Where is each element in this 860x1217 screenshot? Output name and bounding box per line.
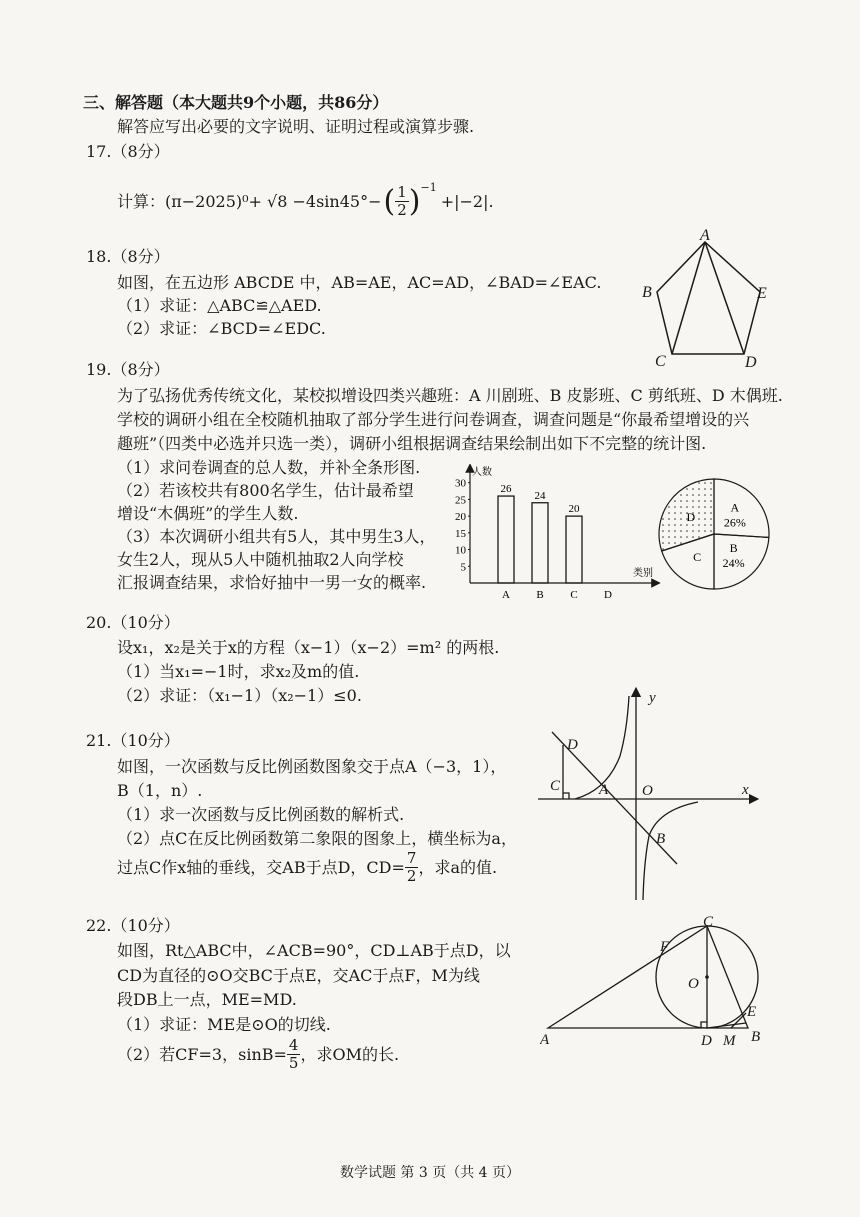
fig-point-a-label: A bbox=[540, 1032, 550, 1048]
bar-value-label: 26 bbox=[500, 483, 512, 496]
q22-part1: （1）求证：ME是⊙O的切线. bbox=[117, 1015, 331, 1034]
q21-part2b: 过点C作x轴的垂线，交AB于点D，CD= $\frac{7}{2}$ ，求a的值. bbox=[117, 849, 498, 885]
q19-part3c: 汇报调查结果，求恰好抽中一男一女的概率. bbox=[117, 573, 427, 592]
fig-point-d-label: D bbox=[701, 1033, 712, 1048]
q22-line3: 段DB上一点，ME=MD. bbox=[117, 990, 297, 1009]
q20-part2: （2）求证：（x₁−1）（x₂−1）≤0. bbox=[117, 686, 362, 705]
q18-part2: （2）求证：∠BCD=∠EDC. bbox=[117, 319, 326, 338]
q19-part3a: （3）本次调研小组共有5人，其中男生3人， bbox=[117, 527, 436, 546]
q17-fraction: $\frac{1}{2}$ bbox=[397, 183, 407, 219]
fig-point-c-label: C bbox=[703, 914, 714, 930]
x-axis-label: 类别 bbox=[633, 568, 653, 579]
q17-expr-main: (π−2025)⁰+ √8 −4sin45°− bbox=[165, 191, 382, 211]
fig-point-b-label: B bbox=[751, 1029, 761, 1045]
q18-part1: （1）求证：△ABC≌△AED. bbox=[117, 296, 322, 315]
bar-B bbox=[532, 503, 548, 583]
hyperbola-branch-4 bbox=[643, 802, 698, 900]
y-axis-label: 人数 bbox=[472, 467, 492, 478]
graph-point-c-label: C bbox=[550, 778, 561, 794]
section-title: 三、解答题（本大题共9个小题，共86分） bbox=[83, 93, 389, 112]
pie-chart bbox=[654, 474, 774, 594]
bar-A bbox=[498, 496, 514, 583]
q21-part2a: （2）点C在反比例函数第二象限的图象上，横坐标为a， bbox=[117, 829, 517, 848]
q19-header: 19.（8分） bbox=[86, 360, 170, 379]
pie-label-A: A bbox=[730, 500, 740, 515]
q17-header: 17.（8分） bbox=[86, 142, 170, 161]
q19-part1: （1）求问卷调查的总人数，并补全条形图. bbox=[117, 458, 421, 477]
page-footer: 数学试题 第 3 页（共 4 页） bbox=[339, 1165, 521, 1181]
x-category-label: C bbox=[570, 589, 578, 601]
section-instruction: 解答应写出必要的文字说明、证明过程或演算步骤. bbox=[117, 117, 475, 136]
graph-y-label: y bbox=[649, 690, 656, 706]
point-c-label: C bbox=[655, 353, 666, 368]
point-a-label: A bbox=[700, 228, 710, 244]
bar-value-label: 24 bbox=[534, 489, 546, 502]
q22-fraction: $\frac{4}{5}$ bbox=[288, 1036, 299, 1072]
pentagon-outline bbox=[657, 242, 760, 354]
y-tick-label: 15 bbox=[455, 527, 466, 540]
y-tick-label: 10 bbox=[455, 544, 466, 557]
q22-header: 22.（10分） bbox=[86, 916, 180, 935]
pentagon-figure bbox=[636, 228, 786, 368]
pie-label-C: C bbox=[693, 550, 702, 565]
graph-origin-label: O bbox=[642, 783, 653, 799]
q20-part1: （1）当x₁=−1时，求x₂及m的值. bbox=[117, 662, 360, 681]
q19-part2a: （2）若该校共有800名学生，估计最希望 bbox=[117, 481, 414, 500]
function-graph bbox=[532, 686, 762, 906]
q22-line1: 如图，Rt△ABC中，∠ACB=90°，CD⊥AB于点D，以 bbox=[117, 941, 511, 960]
q21-part1: （1）求一次函数与反比例函数的解析式. bbox=[117, 805, 405, 824]
triangle-circle-figure bbox=[540, 914, 770, 1048]
q18-header: 18.（8分） bbox=[86, 247, 170, 266]
right-angle-mark bbox=[563, 793, 569, 799]
bar-chart bbox=[448, 464, 668, 604]
q19-line1: 为了弘扬优秀传统文化，某校拟增设四类兴趣班：A 川剧班、B 皮影班、C 剪纸班、D 木偶班. bbox=[117, 386, 783, 405]
q17-prefix: 计算： bbox=[117, 191, 166, 211]
fig-point-o-label: O bbox=[688, 976, 699, 992]
q18-stem: 如图，在五边形 ABCDE 中，AB=AE，AC=AD，∠BAD=∠EAC. bbox=[117, 273, 602, 292]
bar-value-label: 20 bbox=[568, 503, 580, 516]
bar-C bbox=[566, 516, 582, 583]
x-category-label: A bbox=[502, 589, 510, 601]
y-tick-label: 30 bbox=[455, 477, 466, 490]
q17-expression: 计算： (π−2025)⁰+ √8 −4sin45°− ( $\frac{1}{2}$ ) −1 +|−2|. bbox=[117, 184, 494, 219]
fig-point-m-label: M bbox=[723, 1033, 736, 1048]
triangle-abc bbox=[548, 926, 748, 1028]
q22-line2: CD为直径的⊙O交BC于点E，交AC于点F，M为线 bbox=[117, 966, 480, 985]
fig-point-f-label: F bbox=[660, 939, 670, 955]
q19-part2b: 增设“木偶班”的学生人数. bbox=[117, 504, 299, 523]
y-tick-label: 20 bbox=[455, 511, 466, 524]
pie-label-B: B bbox=[729, 540, 738, 555]
q21-stem2: B（1，n）. bbox=[117, 781, 203, 800]
q22-part2: （2）若CF=3，sinB= $\frac{4}{5}$ ，求OM的长. bbox=[117, 1036, 400, 1072]
graph-point-d-label: D bbox=[567, 737, 578, 753]
graph-x-label: x bbox=[742, 782, 749, 798]
x-category-label: B bbox=[536, 589, 544, 601]
q20-stem: 设x₁，x₂是关于x的方程（x−1）（x−2）=m² 的两根. bbox=[117, 638, 500, 657]
q21-fraction: $\frac{7}{2}$ bbox=[406, 849, 417, 885]
point-b-label: B bbox=[642, 284, 652, 301]
point-e-label: E bbox=[757, 285, 767, 302]
point-d-label: D bbox=[745, 354, 757, 368]
y-tick-label: 5 bbox=[460, 561, 466, 574]
q19-part3b: 女生2人，现从5人中随机抽取2人向学校 bbox=[117, 550, 404, 569]
pie-percent-B: 24% bbox=[722, 555, 745, 570]
graph-point-b-label: B bbox=[656, 831, 666, 847]
fig-point-e-label: E bbox=[747, 1004, 757, 1020]
y-tick-label: 25 bbox=[455, 494, 466, 507]
q19-line3: 趣班”（四类中必选并只选一类），调研小组根据调查结果绘制出如下不完整的统计图. bbox=[117, 434, 707, 453]
q20-header: 20.（10分） bbox=[86, 613, 180, 632]
q21-stem1: 如图，一次函数与反比例函数图象交于点A（−3，1）， bbox=[117, 757, 507, 776]
graph-point-a-label: A bbox=[599, 782, 609, 798]
x-category-label: D bbox=[604, 589, 612, 601]
q21-header: 21.（10分） bbox=[86, 731, 180, 750]
q17-tail: +|−2|. bbox=[440, 191, 494, 211]
center-point-o bbox=[705, 975, 709, 979]
pie-label-D: D bbox=[686, 510, 696, 525]
q19-line2: 学校的调研小组在全校随机抽取了部分学生进行问卷调查，调查问题是“你最希望增设的兴 bbox=[117, 410, 750, 429]
pie-percent-A: 26% bbox=[723, 515, 746, 530]
q17-exponent: −1 bbox=[420, 180, 437, 194]
